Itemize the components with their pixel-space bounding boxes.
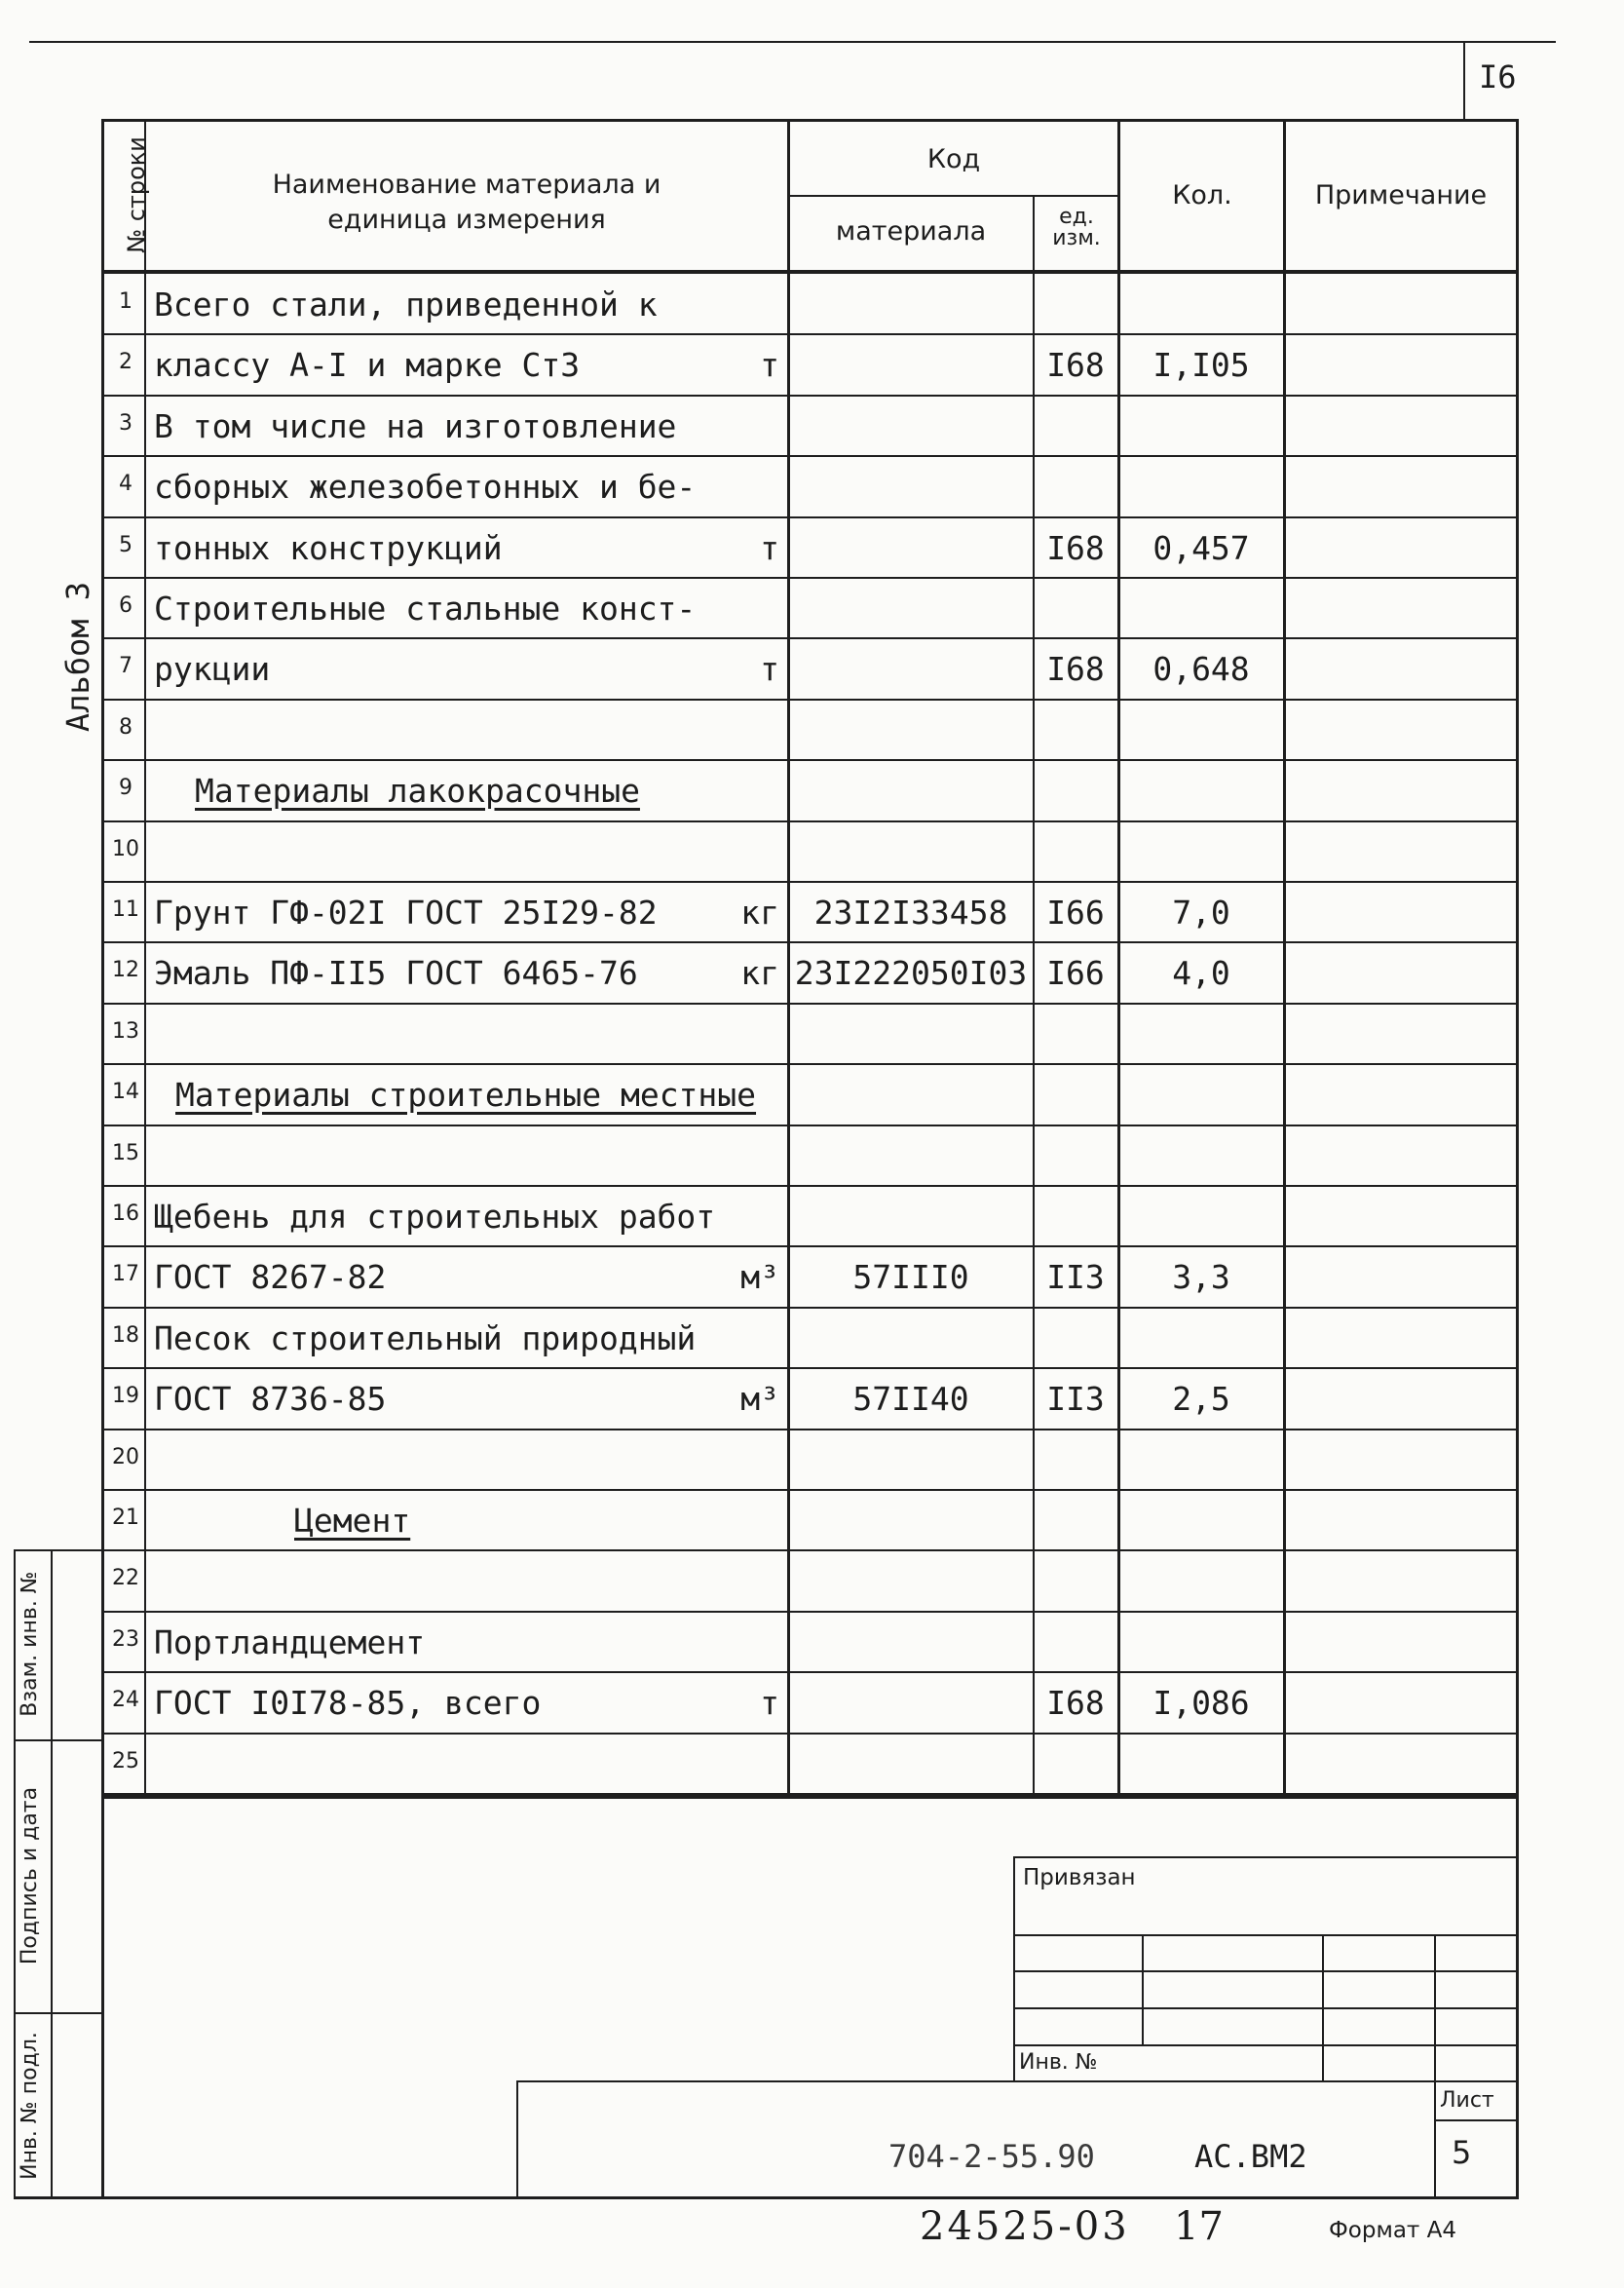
row-name: рукции (154, 650, 271, 688)
stamp-inv-podl: Инв. № подл. (18, 2032, 42, 2180)
row-line (101, 1245, 1519, 1247)
tb-privyazan: Привязан (1023, 1865, 1136, 1890)
row-line (101, 1733, 1519, 1735)
row-number: 6 (119, 593, 132, 618)
stamp-vzam-inv: Взам. инв. № (18, 1571, 42, 1717)
row-uom: I68 (1046, 346, 1105, 384)
row-name: Всего стали, приведенной к (154, 286, 658, 324)
stamp-divider-1 (14, 1739, 103, 1741)
row-line (101, 881, 1519, 883)
row-number: 17 (112, 1262, 139, 1286)
row-name: Цемент (294, 1502, 411, 1540)
hdr-code-split (787, 195, 1118, 197)
tb-v-3 (1434, 1934, 1436, 2197)
hdr-col-line-3 (1033, 195, 1035, 1798)
row-number: 2 (119, 350, 132, 374)
row-qty: 3,3 (1172, 1258, 1230, 1296)
row-number: 24 (112, 1688, 139, 1712)
row-name: ГОСТ 8267-82 (154, 1258, 387, 1296)
row-name: Строительные стальные конст- (154, 590, 697, 628)
tb-privyazan-left (1013, 1856, 1015, 2080)
row-code: 57II40 (852, 1380, 969, 1418)
row-name: Эмаль ПФ-II5 ГОСТ 6465-76 (154, 954, 638, 992)
stamp-inner-col (51, 1549, 53, 2199)
tb-doc-code: 704-2-55.90 (888, 2138, 1095, 2175)
tb-v-1 (1142, 1934, 1144, 2044)
row-qty: 7,0 (1172, 894, 1230, 932)
row-line (101, 395, 1519, 397)
row-number: 16 (112, 1201, 139, 1226)
sheet-top-number: I6 (1479, 58, 1517, 95)
row-uom: I68 (1046, 1684, 1105, 1722)
row-code: 23I222050I03 (794, 954, 1028, 992)
row-number: 11 (112, 897, 139, 922)
row-line (101, 759, 1519, 761)
row-name: тонных конструкций (154, 529, 503, 567)
hdr-bottom (101, 270, 1519, 274)
row-number: 23 (112, 1627, 139, 1652)
footer-handwritten: 24525-03 (920, 2204, 1130, 2249)
hdr-col-line-2 (787, 119, 790, 1798)
hdr-name: Наименование материала и единица измерения (272, 170, 661, 235)
row-number: 4 (119, 472, 132, 496)
tb-list-split (1434, 2119, 1518, 2121)
row-number: 12 (112, 958, 139, 982)
hdr-qty: Кол. (1172, 180, 1232, 210)
row-name: классу А-I и марке Ст3 (154, 346, 581, 384)
row-unit: т (760, 650, 779, 688)
tb-list-label: Лист (1440, 2088, 1494, 2113)
row-line (101, 699, 1519, 701)
row-line (101, 1125, 1519, 1126)
row-qty: I,I05 (1152, 346, 1250, 384)
row-name: ГОСТ 8736-85 (154, 1380, 387, 1418)
tb-list-no: 5 (1452, 2134, 1472, 2171)
row-uom: II3 (1046, 1258, 1105, 1296)
row-unit: кг (740, 894, 779, 932)
row-number: 1 (119, 289, 132, 314)
row-number: 18 (112, 1323, 139, 1348)
row-line (101, 1003, 1519, 1005)
footer-format: Формат А4 (1329, 2218, 1456, 2243)
row-line (101, 941, 1519, 943)
frame-right (1516, 119, 1519, 2199)
row-line (101, 1063, 1519, 1065)
row-unit: т (760, 529, 779, 567)
row-qty: 0,648 (1152, 650, 1250, 688)
row-name: Материалы лакокрасочные (195, 772, 640, 810)
row-number: 9 (119, 776, 132, 800)
hdr-code: Код (926, 144, 981, 174)
row-uom: I66 (1046, 954, 1105, 992)
side-album-label: Альбом 3 (59, 581, 96, 733)
row-number: 3 (119, 411, 132, 436)
row-number: 14 (112, 1080, 139, 1104)
row-qty: 4,0 (1172, 954, 1230, 992)
tb-v-2 (1322, 1934, 1324, 2080)
row-line (101, 1307, 1519, 1309)
row-number: 5 (119, 533, 132, 557)
row-unit: т (760, 346, 779, 384)
hdr-note: Примечание (1314, 180, 1488, 210)
row-line (101, 1671, 1519, 1673)
row-line (101, 1429, 1519, 1430)
stamp-podpis-data: Подпись и дата (18, 1786, 42, 1965)
hdr-col-line-5 (1283, 119, 1286, 1798)
row-qty: 2,5 (1172, 1380, 1230, 1418)
row-unit: м³ (740, 1380, 779, 1418)
row-uom: I68 (1046, 529, 1105, 567)
row-uom: II3 (1046, 1380, 1105, 1418)
row-number: 8 (119, 715, 132, 740)
frame-left (101, 119, 104, 2199)
tb-main-top (516, 2080, 1518, 2082)
row-line (101, 455, 1519, 457)
tb-main-left (516, 2080, 518, 2197)
row-code: 23I2I33458 (813, 894, 1008, 932)
row-number: 13 (112, 1019, 139, 1044)
row-line (101, 820, 1519, 822)
footer-page: 17 (1174, 2204, 1224, 2249)
row-unit: кг (740, 954, 779, 992)
row-number: 22 (112, 1566, 139, 1590)
row-qty: 0,457 (1152, 529, 1250, 567)
row-name: Щебень для строительных работ (154, 1198, 716, 1236)
row-number: 10 (112, 837, 139, 861)
row-line (101, 637, 1519, 639)
body-bottom (101, 1795, 1519, 1799)
row-line (101, 1367, 1519, 1369)
row-line (101, 577, 1519, 579)
tb-line-a (1013, 1934, 1518, 1936)
row-line (101, 1549, 1519, 1551)
row-unit: т (760, 1684, 779, 1722)
row-number: 25 (112, 1749, 139, 1773)
row-number: 7 (119, 654, 132, 678)
row-line (101, 1489, 1519, 1491)
row-qty: I,086 (1152, 1684, 1250, 1722)
row-code: 57III0 (852, 1258, 969, 1296)
frame-bottom (14, 2196, 1519, 2199)
row-number: 21 (112, 1506, 139, 1530)
hdr-code-material: материала (835, 216, 987, 247)
row-line (101, 333, 1519, 335)
row-name: ГОСТ I0I78-85, всего (154, 1684, 542, 1722)
row-name: сборных железобетонных и бе- (154, 468, 697, 506)
sheet-number-box-left (1463, 41, 1465, 119)
row-name: Портландцемент (154, 1623, 426, 1661)
row-uom: I66 (1046, 894, 1105, 932)
tb-privyazan-top (1013, 1856, 1518, 1858)
row-unit: м³ (740, 1258, 779, 1296)
tb-line-d (1013, 2044, 1518, 2046)
tb-doc-mark: АС.ВМ2 (1194, 2138, 1307, 2175)
row-name: Грунт ГФ-02I ГОСТ 25I29-82 (154, 894, 658, 932)
row-line (101, 1611, 1519, 1613)
row-number: 20 (112, 1445, 139, 1469)
row-name: Материалы строительные местные (175, 1076, 757, 1114)
top-rule (29, 41, 1556, 43)
row-number: 19 (112, 1384, 139, 1408)
hdr-row-no: № строки (123, 136, 150, 253)
row-number: 15 (112, 1141, 139, 1165)
hdr-col-line-1 (144, 119, 146, 1798)
tb-line-b (1013, 1970, 1518, 1972)
tb-inv-no: Инв. № (1019, 2050, 1098, 2075)
tb-line-c (1013, 2007, 1518, 2009)
row-line (101, 1185, 1519, 1187)
frame-top (101, 119, 1519, 122)
row-name: В том числе на изготовление (154, 407, 677, 445)
row-uom: I68 (1046, 650, 1105, 688)
row-name: Песок строительный природный (154, 1319, 697, 1357)
hdr-code-unit: ед. изм. (1052, 205, 1101, 250)
row-line (101, 516, 1519, 518)
